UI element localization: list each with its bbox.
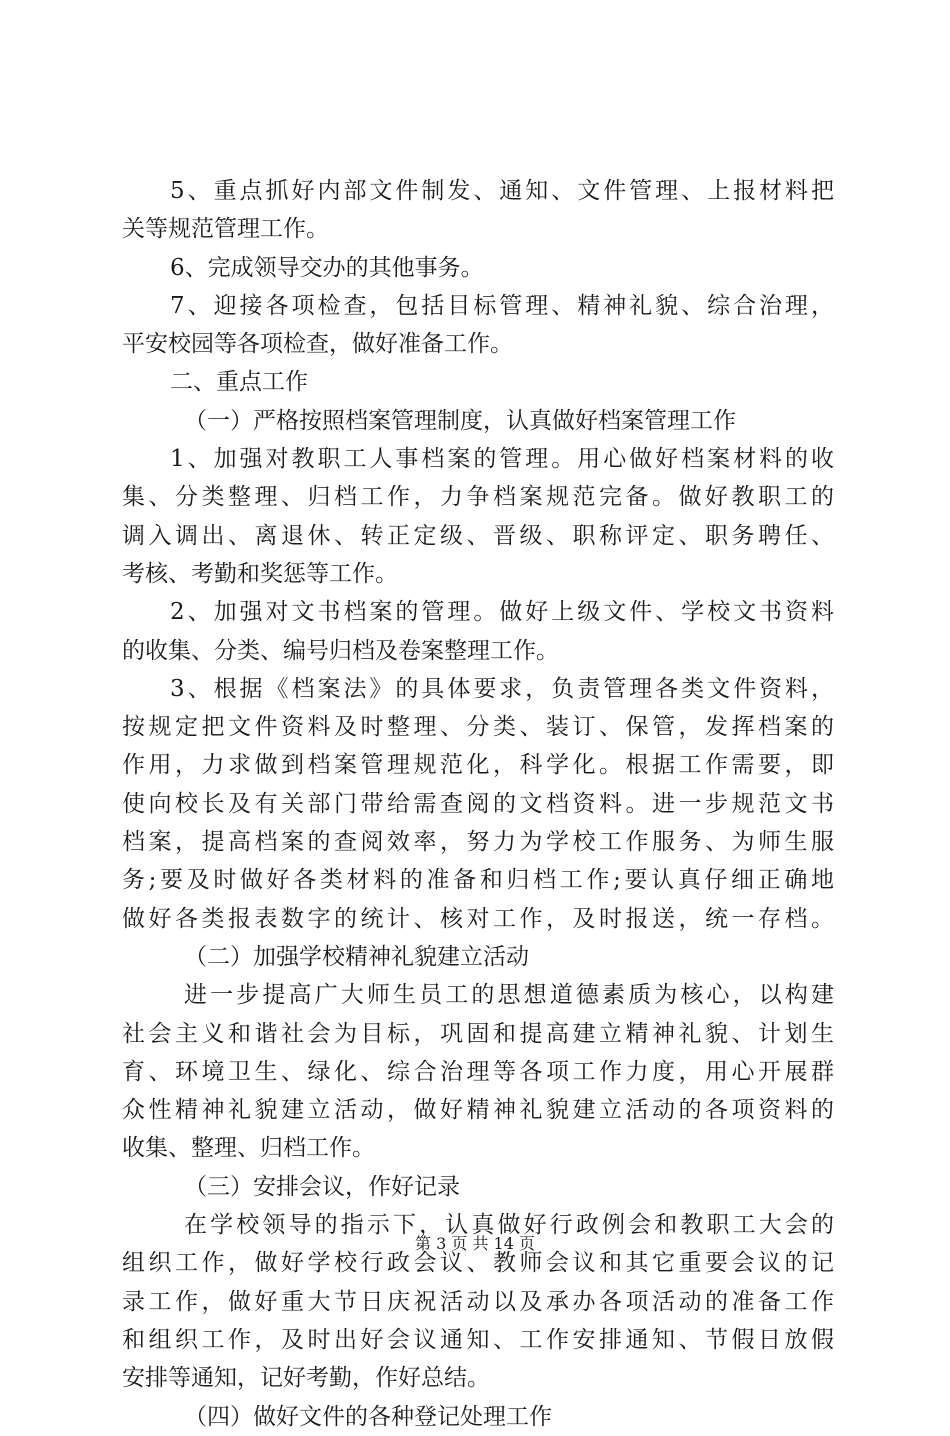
page-number-footer: 第 3 页 共 14 页 <box>415 1234 535 1253</box>
text-line: 2、加强对文书档案的管理。做好上级文件、学校文书资料 <box>170 599 834 626</box>
text-line: 安排等通知，记好考勤，作好总结。 <box>122 1365 490 1392</box>
text-line: 在学校领导的指示下，认真做好行政例会和教职工大会的 <box>184 1212 834 1239</box>
text-line: 育、环境卫生、绿化、综合治理等各项工作力度，用心开展群 <box>122 1058 834 1085</box>
text-line: 档案，提高档案的查阅效率，努力为学校工作服务、为师生服 <box>122 829 834 856</box>
text-line: 组织工作，做好学校行政会议、教师会议和其它重要会议的记 <box>122 1250 834 1277</box>
subsection-heading: （一）严格按照档案管理制度，认真做好档案管理工作 <box>184 407 736 434</box>
text-line: 众性精神礼貌建立活动，做好精神礼貌建立活动的各项资料的 <box>122 1097 834 1124</box>
text-line: 6、完成领导交办的其他事务。 <box>170 254 484 281</box>
text-line: 考核、考勤和奖惩等工作。 <box>122 560 398 587</box>
text-line: 7、迎接各项检查，包括目标管理、精神礼貌、综合治理， <box>170 292 834 319</box>
text-line: 关等规范管理工作。 <box>122 216 329 243</box>
text-line: 平安校园等各项检查，做好准备工作。 <box>122 331 513 358</box>
text-line: 集、分类整理、归档工作，力争档案规范完备。做好教职工的 <box>122 484 834 511</box>
text-line: 3、根据《档案法》的具体要求，负责管理各类文件资料， <box>170 675 834 702</box>
text-line: 作用，力求做到档案管理规范化，科学化。根据工作需要，即 <box>122 752 834 779</box>
subsection-heading: （四）做好文件的各种登记处理工作 <box>184 1403 552 1430</box>
text-line: 和组织工作，及时出好会议通知、工作安排通知、节假日放假 <box>122 1326 834 1353</box>
subsection-heading: （二）加强学校精神礼貌建立活动 <box>184 943 529 970</box>
text-line: 1、加强对教职工人事档案的管理。用心做好档案材料的收 <box>170 446 834 473</box>
text-line: 按规定把文件资料及时整理、分类、装订、保管，发挥档案的 <box>122 714 834 741</box>
section-heading: 二、重点工作 <box>170 369 308 396</box>
text-line: 使向校长及有关部门带给需查阅的文档资料。进一步规范文书 <box>122 790 834 817</box>
text-line: 社会主义和谐社会为目标，巩固和提高建立精神礼貌、计划生 <box>122 1020 834 1047</box>
subsection-heading: （三）安排会议，作好记录 <box>184 1173 460 1200</box>
text-line: 做好各类报表数字的统计、核对工作，及时报送，统一存档。 <box>122 905 834 932</box>
text-line: 调入调出、离退休、转正定级、晋级、职称评定、职务聘任、 <box>122 522 834 549</box>
text-line: 进一步提高广大师生员工的思想道德素质为核心，以构建 <box>184 982 834 1009</box>
text-line: 录工作，做好重大节日庆祝活动以及承办各项活动的准备工作 <box>122 1288 834 1315</box>
text-line: 务;要及时做好各类材料的准备和归档工作;要认真仔细正确地 <box>122 867 834 894</box>
text-line: 的收集、分类、编号归档及卷案整理工作。 <box>122 637 559 664</box>
text-line: 收集、整理、归档工作。 <box>122 1135 375 1162</box>
text-line: 5、重点抓好内部文件制发、通知、文件管理、上报材料把 <box>170 178 834 204</box>
